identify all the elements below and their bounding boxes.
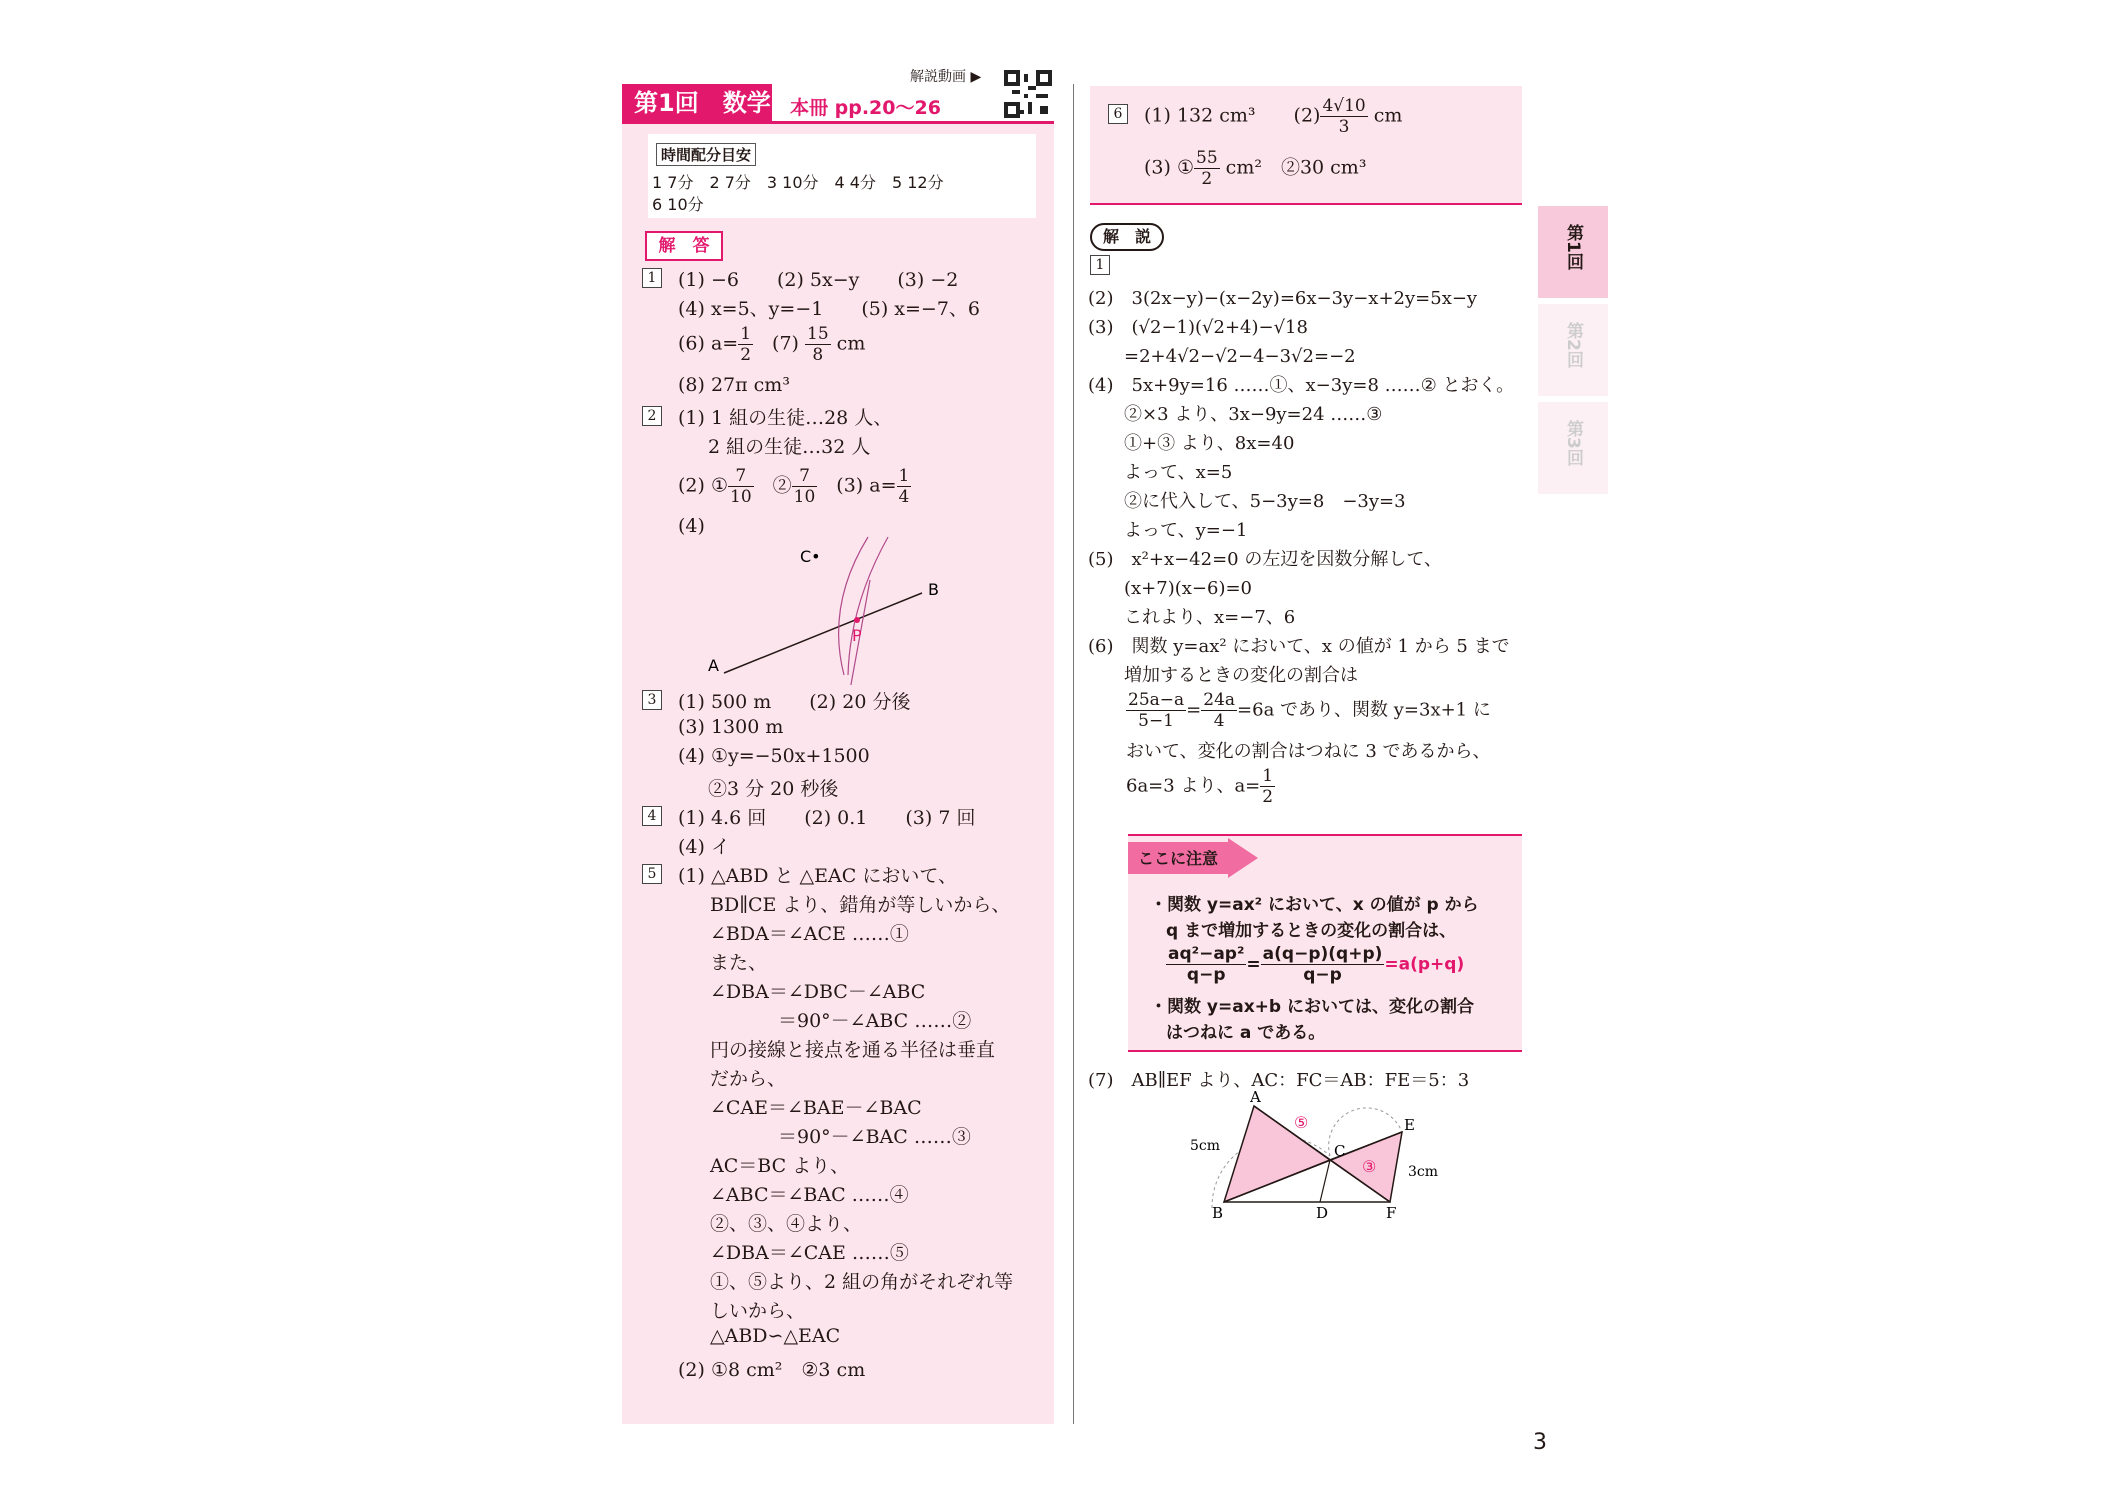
section-title: 第1回 数学 [622, 84, 772, 122]
answer-line: (1) −6 (2) 5x−y (3) −2 [678, 269, 959, 291]
arc [839, 537, 868, 675]
question-number: 3 [642, 690, 662, 710]
caution-line: ・関数 y=ax+b においては、変化の割合 [1150, 997, 1475, 1017]
time-allocation-title: 時間配分目安 [656, 143, 756, 166]
explanation-line: よって、x=5 [1088, 462, 1233, 483]
time-allocation-line: 1 7分 2 7分 3 10分 4 4分 5 12分 [652, 173, 944, 192]
ratio-mark: ③ [1362, 1157, 1377, 1176]
answer-line: (1) 500 m (2) 20 分後 [678, 691, 911, 713]
explanation-line: おいて、変化の割合はつねに 3 であるから、 [1126, 741, 1491, 762]
tab-round-3[interactable] [1538, 402, 1608, 494]
triangle-abc [1224, 1106, 1330, 1202]
explanation-line: (4) 5x+9y=16 ……①、x−3y=8 ……② とおく。 [1088, 375, 1515, 396]
answer-line: だから、 [710, 1068, 787, 1090]
label-c: C [1334, 1142, 1346, 1160]
caution-rule [1128, 1050, 1522, 1052]
answer-line: (3) 1300 m [678, 716, 784, 738]
explanation-line: (3) (√2−1)(√2+4)−√18 [1088, 317, 1308, 338]
qr-code-icon[interactable] [1004, 70, 1052, 118]
label-b: B [928, 580, 939, 599]
label-d: D [1316, 1204, 1329, 1220]
answer-6-rule [1090, 203, 1522, 205]
answer-line: (2) ① $\frac{7}{10}$ ② $\frac{7}{10}$ (3) a= $\frac{1}{4}$ [678, 466, 910, 507]
answer-line: (4) [678, 515, 705, 537]
answer-line: ∠CAE＝∠BAE－∠BAC [710, 1097, 922, 1119]
tab-round-1[interactable] [1538, 206, 1608, 298]
page-number: 3 [1533, 1430, 1547, 1455]
label-f: F [1386, 1204, 1397, 1220]
caution-title: ここに注意 [1138, 849, 1219, 868]
answer-line: (4) ①y=−50x+1500 [678, 745, 870, 767]
length-label: 5cm [1190, 1138, 1221, 1154]
caution-line: ・関数 y=ax² において、x の値が p から [1150, 895, 1479, 915]
tab-label: 第1回 [1563, 224, 1583, 270]
time-allocation-line: 6 10分 [652, 195, 704, 214]
answer-line: (6) a= $\frac{1}{2}$ (7) $\frac{15}{8}$ cm [678, 324, 866, 365]
explanation-line: (6) 関数 y=ax² において、x の値が 1 から 5 まで [1088, 636, 1510, 657]
answer-line: △ABD∽△EAC [710, 1325, 841, 1347]
label-p: P [852, 626, 862, 645]
explanation-line: $\frac{25a-a}{5-1}$ = $\frac{24a}{4}$ =6a であり、関数 y=3x+1 に [1128, 690, 1491, 731]
caution-line: はつねに a である。 [1166, 1023, 1326, 1043]
answer-line: (2) ①8 cm² ②3 cm [678, 1359, 866, 1381]
tab-label: 第2回 [1563, 322, 1583, 368]
header-rule [622, 121, 1054, 124]
caution-rule [1128, 834, 1522, 836]
answer-line: ∠ABC＝∠BAC ……④ [710, 1184, 909, 1206]
label-a: A [1250, 1090, 1261, 1106]
textbook-pages: 本冊 pp.20～26 [790, 97, 941, 119]
line-cd [1320, 1160, 1330, 1202]
answer-line: 2 組の生徒…32 人 [708, 436, 871, 458]
answer-line: ∠DBA＝∠DBC－∠ABC [710, 981, 926, 1003]
answer-line: 円の接線と接点を通る半径は垂直 [710, 1039, 996, 1061]
label-c: C• [800, 547, 821, 566]
question-number: 4 [642, 806, 662, 826]
explanation-line: ②に代入して、5−3y=8 −3y=3 [1088, 491, 1406, 512]
answer-line: しいから、 [710, 1300, 806, 1322]
question-number: 1 [1090, 255, 1110, 275]
answer-line: (1) 4.6 回 (2) 0.1 (3) 7 回 [678, 807, 976, 829]
answer-line: ①、⑤より、2 組の角がそれぞれ等 [710, 1271, 1014, 1293]
answer-line: (1) △ABD と △EAC において、 [678, 865, 957, 887]
explanation-line: (5) x²+x−42=0 の左辺を因数分解して、 [1088, 549, 1442, 570]
answer-line: ＝90°－∠BAC ……③ [778, 1126, 971, 1148]
answers-badge: 解 答 [645, 231, 723, 261]
explanation-line: (x+7)(x−6)=0 [1088, 578, 1252, 599]
explanation-line: =2+4√2−√2−4−3√2=−2 [1088, 346, 1356, 367]
answer-line: ∠BDA＝∠ACE ……① [710, 923, 909, 945]
answer-line: AC＝BC より、 [710, 1155, 850, 1177]
explanation-line: 増加するときの変化の割合は [1088, 665, 1358, 686]
caution-line: q まで増加するときの変化の割合は、 [1166, 921, 1457, 941]
label-a: A [708, 656, 719, 675]
answer-line: (3) ① $\frac{55}{2}$ cm² ②30 cm³ [1144, 148, 1367, 189]
similar-triangles-figure [1190, 1090, 1460, 1220]
question-number: 1 [642, 268, 662, 288]
label-e: E [1404, 1116, 1415, 1134]
explanation-line: これより、x=−7、6 [1088, 607, 1296, 628]
explanation-line: (2) 3(2x−y)−(x−2y)=6x−3y−x+2y=5x−y [1088, 288, 1478, 309]
answer-line: ②3 分 20 秒後 [708, 778, 839, 800]
video-link[interactable]: 解説動画 ▶ [910, 69, 982, 85]
answer-line: (1) 132 cm³ (2) $\frac{4√10}{3}$ cm [1144, 96, 1403, 137]
answer-line: (1) 1 組の生徒…28 人、 [678, 407, 893, 429]
explanation-line: よって、y=−1 [1088, 520, 1248, 541]
answer-line: (8) 27π cm³ [678, 374, 790, 396]
answer-line: また、 [710, 952, 768, 974]
answer-line: ②、③、④より、 [710, 1213, 863, 1235]
explanation-line: (7) AB∥EF より、AC：FC＝AB：FE＝5：3 [1088, 1070, 1470, 1091]
ratio-mark: ⑤ [1294, 1113, 1309, 1132]
explanation-line: 6a=3 より、a= $\frac{1}{2}$ [1126, 766, 1274, 807]
answer-line: ∠DBA＝∠CAE ……⑤ [710, 1242, 909, 1264]
answer-line: (4) x=5、y=−1 (5) x=−7、6 [678, 298, 981, 320]
answer-line: ＝90°－∠ABC ……② [778, 1010, 972, 1032]
explanation-line: ②×3 より、3x−9y=24 ……③ [1088, 404, 1383, 425]
tab-label: 第3回 [1563, 420, 1583, 466]
question-number: 2 [642, 406, 662, 426]
explanation-line: ①+③ より、8x=40 [1088, 433, 1295, 454]
length-label: 3cm [1408, 1164, 1439, 1180]
answer-line: (4) イ [678, 836, 730, 858]
column-divider [1073, 84, 1074, 1424]
construction-figure [700, 525, 950, 685]
answer-line: BD∥CE より、錯角が等しいから、 [710, 894, 1011, 916]
question-number: 5 [642, 864, 662, 884]
tab-round-2[interactable] [1538, 304, 1608, 396]
line-ab [724, 593, 922, 673]
caution-equation: $\frac{\text{aq²−ap²}}{q-p}$ = $\frac{a(q-p)(q+p)}{q-p}$ =a(p+q) [1168, 944, 1465, 985]
question-number: 6 [1108, 104, 1128, 124]
label-b: B [1212, 1204, 1224, 1220]
point-p [854, 617, 860, 623]
explanation-badge: 解 説 [1090, 223, 1164, 251]
arc [848, 537, 888, 675]
